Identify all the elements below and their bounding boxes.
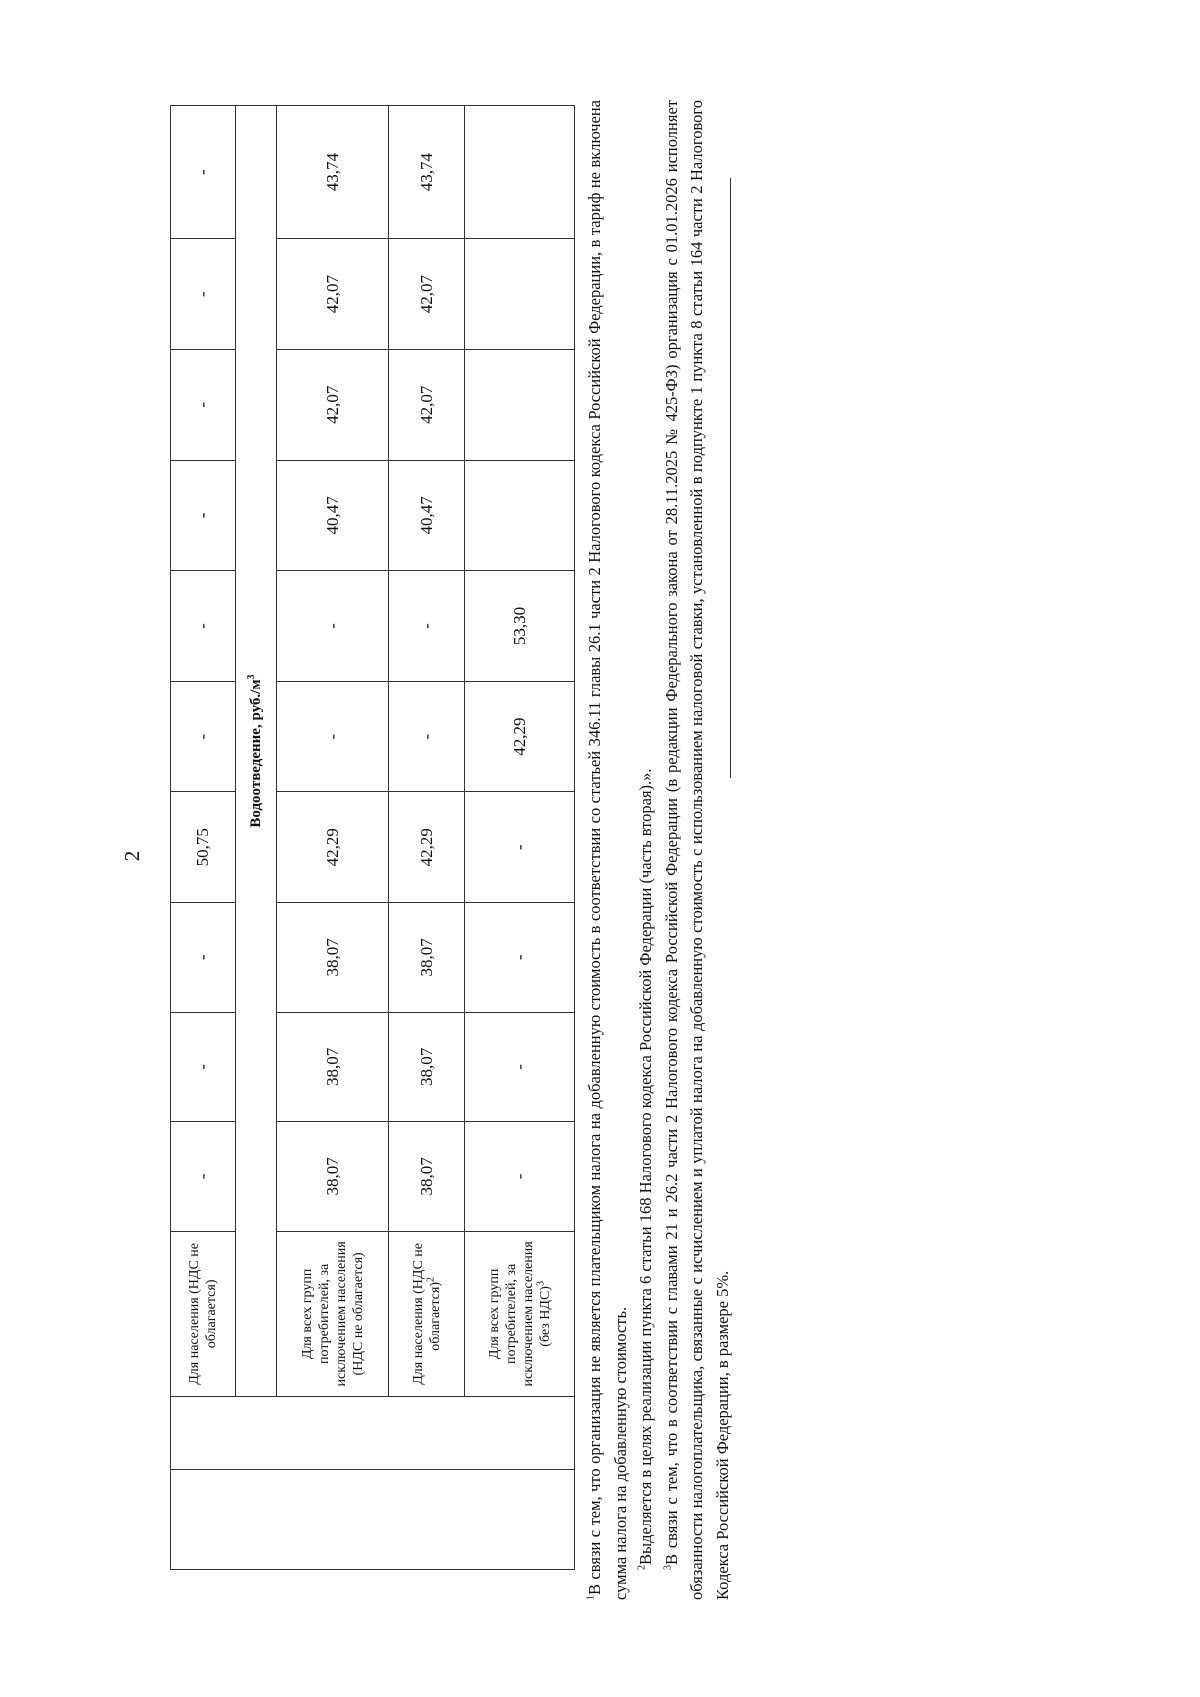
tariff-value: 38,07 bbox=[277, 1122, 389, 1232]
row-label: Для населения (НДС не облагается) bbox=[171, 1231, 236, 1396]
section-title: Водоотведение, $руб./м^3$ bbox=[236, 106, 277, 1397]
tariff-table bbox=[170, 105, 575, 1570]
tariff-value: 42,07 bbox=[389, 349, 465, 460]
tariff-value: - bbox=[171, 1122, 236, 1232]
tariff-value: 42,29 bbox=[277, 792, 389, 903]
empty-cell bbox=[171, 1470, 575, 1570]
tariff-value: 50,75 bbox=[171, 792, 236, 903]
tariff-value bbox=[465, 106, 575, 239]
tariff-value: - bbox=[277, 681, 389, 792]
tariff-value bbox=[465, 239, 575, 350]
tariff-value: - bbox=[171, 1012, 236, 1122]
tariff-value: 38,07 bbox=[389, 1012, 465, 1122]
tariff-value: - bbox=[171, 239, 236, 350]
separator-line bbox=[730, 178, 731, 778]
table-row bbox=[277, 106, 389, 1570]
tariff-value: 43,74 bbox=[277, 106, 389, 239]
tariff-value: - bbox=[171, 349, 236, 460]
tariff-value: 40,47 bbox=[389, 460, 465, 571]
tariff-value: - bbox=[171, 571, 236, 682]
empty-cell bbox=[171, 1397, 575, 1470]
tariff-value: - bbox=[171, 106, 236, 239]
tariff-value: 42,07 bbox=[277, 349, 389, 460]
table-row bbox=[171, 106, 236, 1570]
row-label: Для всех групп потребителей, за исключением населения (НДС не облагается) bbox=[277, 1231, 389, 1396]
tariff-value: - bbox=[171, 460, 236, 571]
tariff-value: - bbox=[465, 1122, 575, 1232]
tariff-value: 38,07 bbox=[389, 1122, 465, 1232]
tariff-value: 38,07 bbox=[277, 903, 389, 1013]
footnote-3: $^3$В связи с тем, что в соответствии с главами 21 и 26.2 части 2 Налогового кодекса Российской Федерации (в редакции Федерального закона от 28.11.2025 № 425-ФЗ) организация с 01.01.2026 исполняет обязанности налогоплательщика, связанные с исчислением и уплатой налога на добавленную стоимость с использованием налоговой ставки, установленной в подпункте 1 пункта 8 статьи 164 части 2 Налогового Кодекса Российской Федерации, в размере 5%. bbox=[661, 100, 732, 1600]
tariff-value: 38,07 bbox=[277, 1012, 389, 1122]
tariff-value: - bbox=[171, 681, 236, 792]
table-row bbox=[465, 106, 575, 1570]
tariff-value bbox=[465, 349, 575, 460]
section-header-row bbox=[236, 106, 277, 1570]
footnote-1: $^1$В связи с тем, что организация не является плательщиком налога на добавленную стоимость в соответствии со статьей 346.11 главы 26.1 части 2 Налогового кодекса Российской Федерации, в тариф не включена сумма налога на добавленную стоимость. bbox=[585, 100, 630, 1600]
tariff-value: 53,30 bbox=[465, 571, 575, 682]
tariff-value: 42,29 bbox=[389, 792, 465, 903]
footnote-2: $^2$Выделяется в целях реализации пункта 6 статьи 168 Налогового кодекса Российской Федерации (часть вторая).». bbox=[636, 768, 655, 1570]
tariff-value: 42,07 bbox=[389, 239, 465, 350]
row-label: Для населения (НДС не облагается)$^2$ bbox=[389, 1231, 465, 1396]
tariff-value: - bbox=[389, 681, 465, 792]
tariff-value: - bbox=[465, 792, 575, 903]
tariff-value: 42,07 bbox=[277, 239, 389, 350]
tariff-value: - bbox=[277, 571, 389, 682]
tariff-value: - bbox=[465, 1012, 575, 1122]
page-number: 2 bbox=[120, 850, 144, 862]
row-label: Для всех групп потребителей, за исключением населения (без НДС)$^3$ bbox=[465, 1231, 575, 1396]
tariff-value: 40,47 bbox=[277, 460, 389, 571]
tariff-value bbox=[465, 460, 575, 571]
tariff-value: - bbox=[465, 903, 575, 1013]
tariff-value: 38,07 bbox=[389, 903, 465, 1013]
footnotes bbox=[582, 100, 735, 1600]
tariff-value: 42,29 bbox=[465, 681, 575, 792]
tariff-value: - bbox=[171, 903, 236, 1013]
tariff-value: 43,74 bbox=[389, 106, 465, 239]
table-row bbox=[389, 106, 465, 1570]
rotated-content bbox=[170, 80, 770, 1600]
tariff-value: - bbox=[389, 571, 465, 682]
